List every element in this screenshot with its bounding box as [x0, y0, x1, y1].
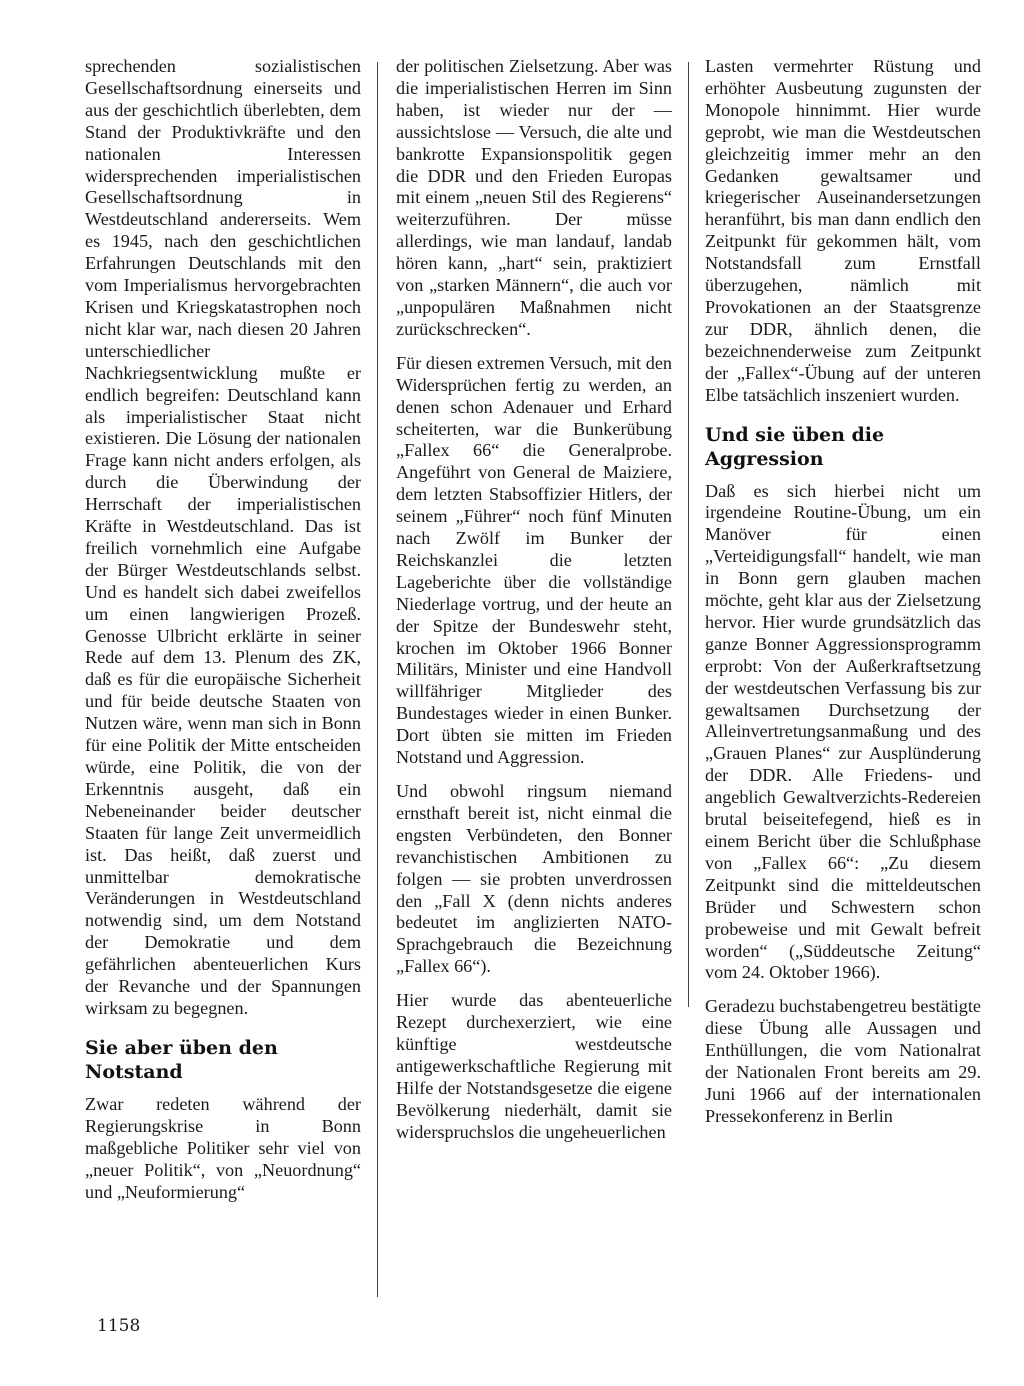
paragraph: sprechenden sozialistischen Gesellschaftsordnung einerseits und aus der geschichtlich überlebten, dem Stand der Produktivkräfte und den nationalen Interessen widersprechenden imperialistischen Gesellschaftsordnung in Westdeutschland andererseits. Wem es 1945, nach den geschichtlichen Erfahrungen Deutschlands mit den vom Imperialismus hervorgebrachten Krisen und Kriegskatastrophen noch nicht klar war, nach diesen 20 Jahren unterschiedlicher Nachkriegsentwicklung mußte er endlich begreifen: Deutschland kann als imperialistischer Staat nicht existieren. Die Lösung der nationalen Frage kann nicht anders erfolgen, als durch die Überwindung der Herrschaft der imperialistischen Kräfte in Westdeutschland. Das ist freilich vornehmlich eine Aufgabe der Bürger Westdeutschlands selbst. Und es handelt sich dabei zweifellos um einen langwierigen Prozeß. Genosse Ulbricht erklärte in seiner Rede auf dem 13. Plenum des ZK, daß es für die europäische Sicherheit und für beide deutsche Staaten von Nutzen wäre, wenn man sich in Bonn für eine Politik der Mitte entscheiden würde, eine Politik, die von der Erkenntnis ausgeht, daß ein Nebeneinander beider deutscher Staaten für lange Zeit unvermeidlich ist. Das heißt, daß zuerst und unmittelbar demokratische Veränderungen in Westdeutschland notwendig sind, um dem Notstand der Demokratie und dem gefährlichen abenteuerlichen Kurs der Revanche und der Spannungen wirksam zu begegnen. [85, 56, 361, 1018]
text-column-3 [705, 56, 981, 1140]
paragraph: Hier wurde das abenteuerliche Rezept durchexerziert, wie eine künftige westdeutsche antigewerkschaftliche Regierung mit Hilfe der Notstandsgesetze die eigene Bevölkerung niederhält, damit sie widerspruchslos die ungeheuerlichen [396, 990, 672, 1142]
paragraph: Für diesen extremen Versuch, mit den Widersprüchen fertig zu werden, an denen schon Adenauer und Erhard scheiterten, war die Bunkerübung „Fallex 66“ die Generalprobe. Angeführt von General de Maiziere, dem letzten Stabsoffizier Hitlers, der seinem „Führer“ noch fünf Minuten nach Zwölf im Bunker der Reichskanzlei die letzten Lageberichte über die vollständige Niederlage vortrug, und der heute an der Spitze der Bundeswehr steht, krochen im Oktober 1966 Bonner Militärs, Minister und eine Handvoll willfähriger Mitglieder des Bundestages wieder in einen Bunker. Dort übten sie mitten im Frieden Notstand und Aggression. [396, 352, 672, 768]
paragraph: Zwar redeten während der Regierungskrise in Bonn maßgebliche Politiker sehr viel von „neuer Politik“, von „Neuordnung“ und „Neuformierung“ [85, 1093, 361, 1202]
paragraph: Daß es sich hierbei nicht um irgendeine Routine-Übung, um ein Manöver für einen „Verteidigungsfall“ handelt, wie man in Bonn gern glauben machen möchte, geht klar aus der Zielsetzung hervor. Hier wurde grundsätzlich das ganze Bonner Aggressionsprogramm erprobt: Von der Außerkraftsetzung der westdeutschen Verfassung bis zur gewaltsamen Durchsetzung der Alleinvertretungsanmaßung und des „Grauen Planes“ zur Ausplünderung der DDR. Alle Friedens- und angeblich Gewaltverzichts-Redereien brutal beiseitefegend, hieß es in einem Bericht über die Schlußphase von „Fallex 66“: „Zu diesem Zeitpunkt sind die mitteldeutschen Brüder und Schwestern schon probeweise und mit Gewalt befreit worden“ („Süddeutsche Zeitung“ vom 24. Oktober 1966). [705, 480, 981, 983]
column-divider [377, 62, 378, 1297]
paragraph: Und obwohl ringsum niemand ernsthaft bereit ist, nicht einmal die engsten Verbündeten, den Bonner revanchistischen Ambitionen zu folgen — sie probten unverdrossen den „Fall X (denn nichts anderes bedeutet im anglizierten NATO-Sprachgebrauch die Bezeichnung „Fallex 66“). [396, 781, 672, 977]
paragraph: der politischen Zielsetzung. Aber was die imperialistischen Herren im Sinn haben, ist wieder nur der — aussichtslose — Versuch, die alte und bankrotte Expansionspolitik gegen die DDR und den Frieden Europas mit einem „neuen Stil des Regierens“ weiterzuführen. Der müsse allerdings, wie man landauf, landab hören kann, „hart“ sein, praktiziert von „starken Männern“, die auch vor „unpopulären Maßnahmen nicht zurückschrecken“. [396, 56, 672, 339]
column-divider [688, 62, 689, 1007]
paragraph: Lasten vermehrter Rüstung und erhöhter Ausbeutung zugunsten der Monopole hinnimmt. Hier wurde geprobt, wie man die Westdeutschen gleichzeitig immer mehr an den Gedanken gewaltsamer und kriegerischer Auseinandersetzungen heranführt, bis man dann endlich den Zeitpunkt für gekommen hält, vom Notstandsfall zum Ernstfall überzugehen, nämlich mit Provokationen an der Staatsgrenze zur DDR, ähnlich denen, die bezeichnenderweise zum Zeitpunkt der „Fallex“-Übung auf der unteren Elbe tatsächlich inszeniert wurden. [705, 56, 981, 405]
text-column-1 [85, 56, 361, 1215]
text-column-2 [396, 56, 672, 1156]
page-number: 1158 [97, 1316, 141, 1336]
section-heading: Und sie üben die Aggression [705, 423, 885, 470]
section-heading: Sie aber üben den Notstand [85, 1036, 278, 1083]
paragraph: Geradezu buchstabengetreu bestätigte diese Übung alle Aussagen und Enthüllungen, die vom Nationalrat der Nationalen Front bereits am 29. Juni 1966 auf der internationalen Pressekonferenz in Berlin [705, 996, 981, 1126]
